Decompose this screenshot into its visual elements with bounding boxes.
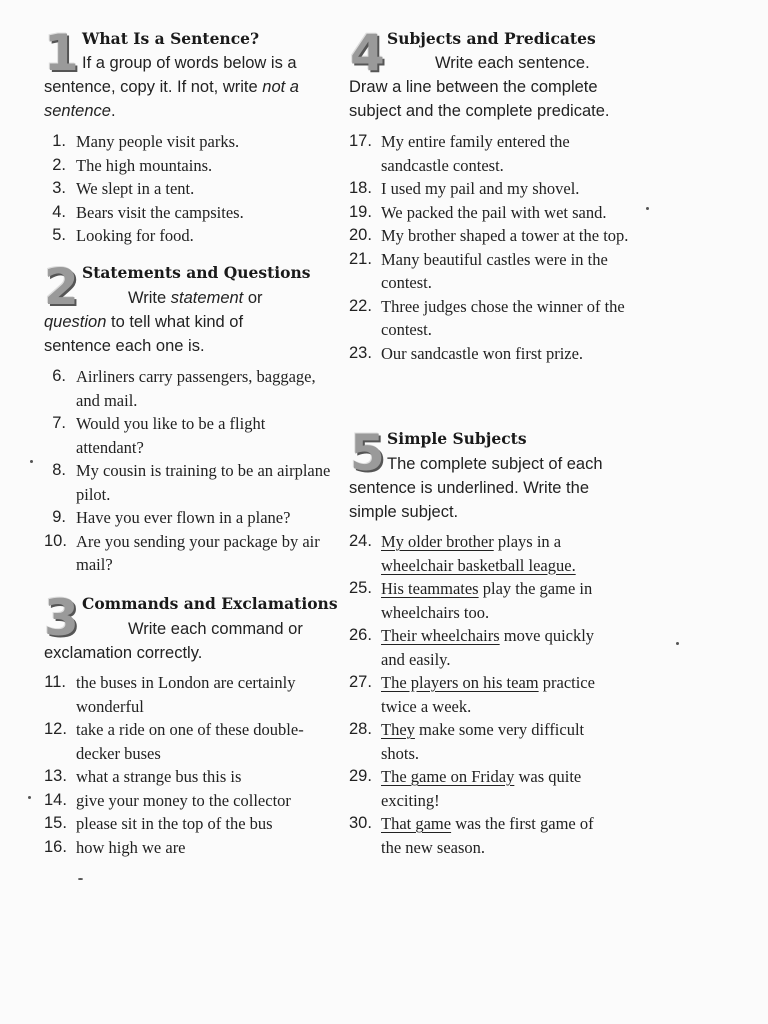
item-text: Three judges chose the winner of the contest. [381,296,625,339]
section-1-badge: 1 [44,24,79,82]
item-text [381,765,639,812]
item-text: the buses in London are certainly wonderful [76,673,296,716]
item-number: 29. [349,767,372,785]
list-item [44,718,334,765]
item-number: 17. [349,132,372,150]
item-text: what a strange bus this is [76,767,242,786]
item-number: 8. [52,461,66,479]
item-number: 10. [44,531,67,550]
item-text [381,577,639,624]
section-3-instruction: Write each command or exclamation correctly. [44,620,303,662]
item-text: give your money to the collector [76,790,291,810]
section-4-items [349,130,639,365]
predicate-text-cont: the new season. [381,837,486,857]
item-number: 13. [44,767,67,785]
underlined-subject: The game on Friday [381,767,515,786]
list-item [44,412,334,459]
item-text: Bears visit the campsites. [76,202,244,222]
section-1-instruction: If a group of words below is a sentence, copy it. If not, write not a sentence. [44,54,299,120]
section-2-badge: 2 [44,258,79,316]
list-item [349,201,639,225]
list-item [349,577,639,624]
item-text: I used my pail and my shovel. [381,179,580,198]
list-item [44,765,334,789]
predicate-text-cont: and easily. [381,649,451,669]
item-number: 24. [349,532,372,550]
item-number: 3. [52,179,66,197]
section-3-title: Commands and Exclamations [82,594,338,613]
list-item [44,789,334,813]
list-item [44,130,334,154]
section-5-title: Simple Subjects [387,429,527,448]
item-number: 12. [44,720,67,738]
item-text: how high we are [76,837,186,857]
predicate-text: was quite [514,767,582,786]
list-item [44,459,334,506]
item-number: 6. [52,367,66,385]
section-4-instruction: Write each sentence. Draw a line between the complete subject and the complete predicate. [349,54,610,120]
list-item [349,130,639,177]
list-item [44,506,334,530]
predicate-text: move quickly [499,626,595,645]
list-item [44,671,334,718]
item-text [381,671,639,718]
item-number: 18. [349,179,372,197]
underlined-subject: Their wheelchairs [381,626,500,645]
list-item [349,342,639,366]
section-4-badge: 4 [350,24,385,82]
list-item [349,248,639,295]
item-number: 16. [44,837,67,856]
predicate-text-cont: shots. [381,743,420,763]
section-4-title: Subjects and Predicates [387,29,596,48]
item-number: 9. [52,508,66,526]
item-number: 5. [52,226,66,244]
item-number: 1. [52,132,66,150]
item-text: We slept in a tent. [76,179,195,198]
list-item [349,530,639,577]
underlined-subject: That game [381,814,452,833]
predicate-text: make some very difficult [414,720,585,739]
item-text: The high mountains. [76,155,213,175]
list-item [44,201,334,225]
item-number: 25. [349,579,372,597]
list-item [44,177,334,201]
item-text [381,624,639,671]
list-item [349,718,639,765]
section-3-items [44,671,334,859]
underlined-subject: They [381,720,415,739]
item-text: Many people visit parks. [76,132,240,151]
scan-speck [30,460,33,463]
item-text [381,718,639,765]
predicate-text-cont: wheelchairs too. [381,602,490,622]
list-item [44,365,334,412]
item-number: 22. [349,296,372,315]
underlined-subject: My older brother [381,532,494,551]
item-number: 21. [349,249,372,268]
list-item [349,177,639,201]
scan-speck [646,207,649,210]
list-item [349,224,639,248]
scan-speck [78,878,83,880]
predicate-text-cont: twice a week. [381,696,472,716]
item-number: 7. [52,414,66,432]
predicate-text: play the game in [478,579,593,598]
list-item [349,812,639,859]
section-2-items [44,365,334,577]
list-item [44,812,334,836]
item-text: My entire family entered the sandcastle contest. [381,132,570,175]
item-text: take a ride on one of these double-decker buses [76,720,304,763]
scan-speck [676,642,679,645]
item-text: My cousin is training to be an airplane pilot. [76,461,331,504]
item-number: 4. [52,202,66,221]
section-5-instruction: The complete subject of each sentence is underlined. Write the simple subject. [349,455,603,521]
underlined-subject-cont: wheelchair basketball league. [381,555,576,575]
section-3-badge: 3 [44,589,79,647]
section-1-items [44,130,334,248]
item-number: 2. [52,155,66,174]
item-number: 15. [44,814,67,832]
item-text: Are you sending your package by air mail? [76,531,320,574]
predicate-text-cont: exciting! [381,790,440,810]
list-item [349,671,639,718]
section-1-title: What Is a Sentence? [82,29,260,48]
list-item [349,624,639,671]
item-number: 26. [349,626,372,644]
item-text: We packed the pail with wet sand. [381,202,607,222]
predicate-text: practice [538,673,595,692]
list-item [44,530,334,577]
list-item [349,295,639,342]
item-text: Would you like to be a flight attendant? [76,414,266,457]
item-number: 14. [44,790,67,809]
item-text: Airliners carry passengers, baggage, and mail. [76,367,316,410]
underlined-subject: His teammates [381,579,479,598]
section-2-instruction: Write statement or question to tell what kind of sentence each one is. [44,289,263,355]
item-text: Our sandcastle won first prize. [381,343,584,363]
underlined-subject: The players on his team [381,673,539,692]
item-number: 30. [349,814,372,832]
scan-speck [28,796,31,799]
item-number: 28. [349,720,372,738]
item-number: 11. [44,673,66,691]
item-number: 20. [349,226,372,244]
section-2-title: Statements and Questions [82,263,311,282]
item-text [381,530,639,577]
list-item [349,765,639,812]
item-text: Looking for food. [76,226,194,245]
item-text [381,812,639,859]
predicate-text: was the first game of [451,814,594,833]
item-text: Many beautiful castles were in the contest. [381,249,608,292]
item-text: please sit in the top of the bus [76,814,273,833]
list-item [44,224,334,248]
section-5-badge: 5 [350,424,385,482]
item-number: 27. [349,673,372,691]
list-item [44,836,334,860]
item-text: My brother shaped a tower at the top. [381,226,629,245]
section-5-items [349,530,639,859]
item-text: Have you ever flown in a plane? [76,508,291,527]
predicate-text: plays in a [493,532,562,551]
list-item [44,154,334,178]
item-number: 19. [349,202,372,221]
item-number: 23. [349,343,372,362]
